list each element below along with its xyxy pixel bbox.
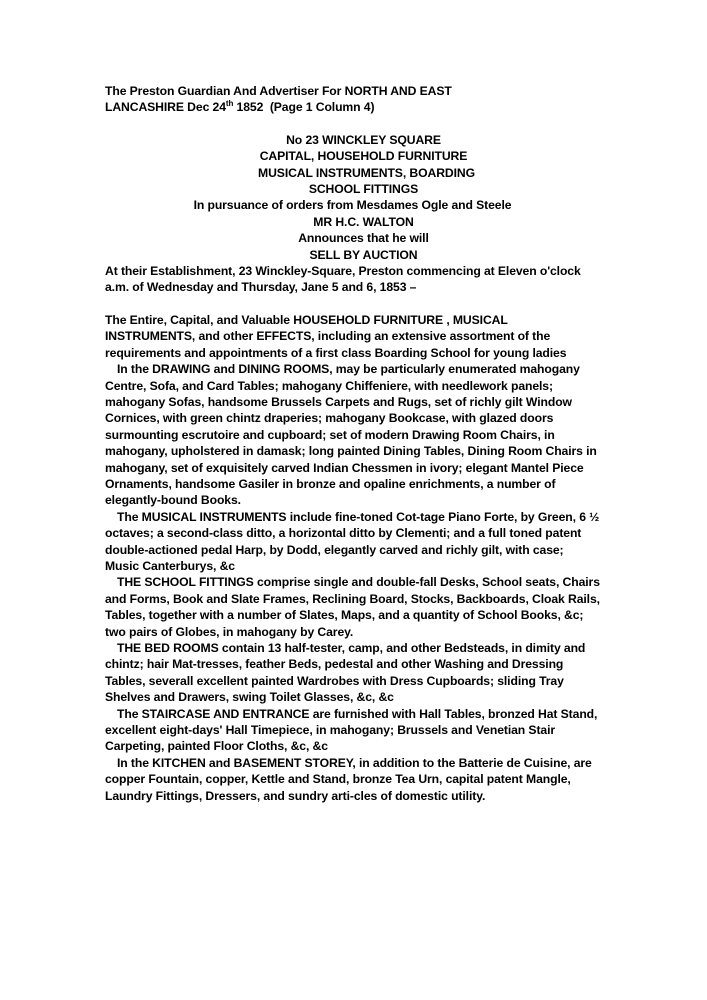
notice-sell-by-auction: SELL BY AUCTION [309, 247, 418, 262]
notice-announces: Announces that he will [298, 231, 429, 246]
notice-title-instruments: MUSICAL INSTRUMENTS, BOARDING [258, 165, 475, 180]
citation-superscript: th [225, 99, 234, 109]
citation-line-1: The Preston Guardian And Advertiser For NORTH AND EAST [105, 84, 452, 98]
citation-line-2b: 1852 (Page 1 Column 4) [233, 100, 375, 115]
paragraph-bed-rooms: THE BED ROOMS contain 13 half-tester, camp, and other Bedsteads, in dimity and chintz; hair Mat-tresses, feather Beds, pedestal and other Washing and Dressing Tables, severall excellent painted Wardrobes with Dress Cupboards; sliding Tray Shelves and Drawers, swing Toilet Glasses, &c, &c [105, 641, 586, 705]
paragraph-staircase: The STAIRCASE AND ENTRANCE are furnished with Hall Tables, bronzed Hat Stand, excellent eight-days' Hall Timepiece, in mahogany; Brussels and Venetian Stair Carpeting, painted Floor Cloths, &c, &c [105, 706, 598, 754]
notice-title-furniture: CAPITAL, HOUSEHOLD FURNITURE [259, 149, 468, 164]
document-body [105, 83, 600, 804]
newspaper-citation [105, 83, 600, 116]
paragraph-drawing-rooms: In the DRAWING and DINING ROOMS, may be particularly enumerated mahogany Centre, Sofa, and Card Tables; mahogany Chiffeniere, with needlework panels; mahogany Sofas, handsome Brussels Carpets and Rugs, set of richly gilt Window Cornices, with green chintz draperies; mahogany Bookcase, with glazed doors surmounting escrutoire and cupboard; set of modern Drawing Room Chairs, in mahogany, upholstered in damask; long painted Dining Tables, Dining Room Chairs in mahogany, set of exquisitely carved Indian Chessmen in ivory; elegant Mantel Piece Ornaments, handsome Gasiler in bronze and opaline enrichments, a number of elegantly-bound Books. [105, 362, 597, 508]
paragraph-school-fittings: THE SCHOOL FITTINGS comprise single and double-fall Desks, School seats, Chairs and Forms, Book and Slate Frames, Reclining Board, Stocks, Backboards, Cloak Rails, Tables, together with a number of Slates, Maps, and a quantity of School Books, &c; two pairs of Globes, in mahogany by Carey. [105, 575, 600, 639]
notice-address: No 23 WINCKLEY SQUARE [286, 132, 441, 147]
intro-paragraph: At their Establishment, 23 Winckley-Square, Preston commencing at Eleven o'clock a.m. of Wednesday and Thursday, Jane 5 and 6, 1853 – [105, 264, 581, 295]
citation-line-2a: LANCASHIRE Dec 24 [105, 100, 226, 115]
notice-orders-line: In pursuance of orders from Mesdames Ogle and Steele [193, 198, 512, 213]
notice-title-fittings: SCHOOL FITTINGS [308, 182, 419, 197]
paragraph-kitchen: In the KITCHEN and BASEMENT STOREY, in addition to the Batterie de Cuisine, are copper Fountain, copper, Kettle and Stand, bronze Tea Urn, capital patent Mangle, Laundry Fittings, Dressers, and sundry arti-cles of domestic utility. [105, 755, 592, 803]
paragraph-effects: The Entire, Capital, and Valuable HOUSEHOLD FURNITURE , MUSICAL INSTRUMENTS, and other EFFECTS, including an extensive assortment of the requirements and appointments of a first class Boarding School for young ladies [105, 312, 567, 360]
paragraph-musical-instruments: The MUSICAL INSTRUMENTS include fine-toned Cot-tage Piano Forte, by Green, 6 ½ octaves; a second-class ditto, a horizontal ditto by Clementi; and a full toned patent double-actioned pedal Harp, by Dodd, elegantly carved and richly gilt, with case; Music Canterburys, &c [105, 509, 600, 573]
notice-auctioneer: MR H.C. WALTON [313, 214, 414, 229]
